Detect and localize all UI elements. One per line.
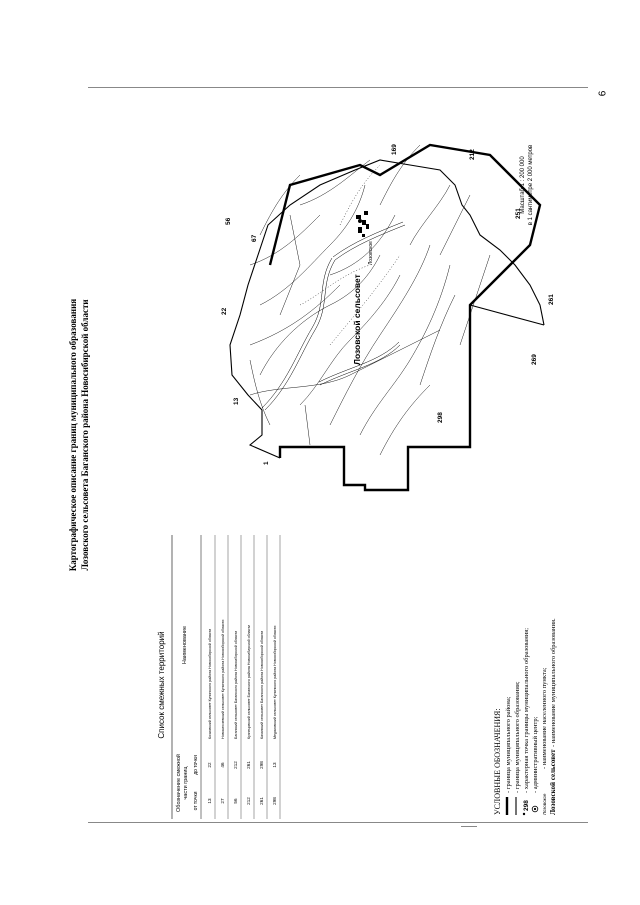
legend-settlement-sample: Лозовское: [542, 793, 547, 815]
table-row: [246, 535, 254, 819]
table-row: [207, 535, 215, 819]
table-cell-from: 27: [220, 798, 225, 804]
table-heading: Список смежных территорий: [157, 631, 166, 739]
scale-line-2: в 1 сантиметре 2 000 метров: [528, 144, 534, 226]
main-road: [262, 222, 405, 410]
point-labels: [221, 144, 555, 465]
table-cell-name: Казанский сельсовет Баганского района Новосибирской области: [260, 630, 264, 739]
table-cell-from: 261: [259, 797, 264, 805]
point-label-261: 261: [548, 294, 555, 305]
table-cell-name: Кузнецовский сельсовет Баганского района Новосибирской области: [247, 624, 251, 739]
table-cell-name: Новоключевский сельсовет Купинского района Новосибирской области: [221, 619, 225, 739]
point-label-269: 269: [531, 354, 538, 365]
point-label-1: 1: [263, 461, 270, 465]
table-cell-to: 22: [207, 762, 212, 768]
table-cell-to: 298: [259, 761, 264, 769]
table-col-from: от точки: [193, 791, 199, 811]
point-label-169: 169: [391, 144, 398, 155]
road-network: [250, 145, 490, 455]
table-cell-to: 13: [272, 762, 277, 768]
title-line-1: Картографическое описание границ муниципального образования: [68, 298, 78, 572]
table-row: [272, 535, 280, 819]
table-cell-from: 298: [272, 797, 277, 805]
table-cell-from: 13: [207, 798, 212, 804]
legend-municipal-desc: - граница муниципального образования;: [514, 681, 521, 793]
table-col-designation-2: части границ: [183, 766, 189, 800]
point-label-22: 22: [221, 307, 228, 315]
legend-point-number: 298: [523, 800, 530, 811]
table-col-designation: Обозначение смежной: [176, 754, 182, 812]
point-label-56: 56: [225, 217, 232, 225]
table-col-name: Наименование: [182, 625, 188, 665]
legend-center-desc: - административный центр;: [532, 716, 539, 793]
scale-line-1: Масштаб 1 : 200 000: [520, 156, 526, 214]
table-cell-name: Медяковский сельсовет Купинского района Новосибирской области: [273, 625, 277, 739]
point-label-298: 298: [437, 412, 444, 423]
legend-name-sample: Лозовской сельсовет: [549, 749, 557, 815]
district-border: [270, 145, 540, 490]
table-cell-name: Баганский сельсовет Баганского района Новосибирской области: [234, 630, 238, 739]
legend-settlement-desc: - наименование населенного пункта;: [541, 667, 548, 769]
table-cell-to: 212: [233, 761, 238, 769]
table-col-to: до точки: [193, 755, 199, 775]
page-number: 6: [597, 90, 609, 97]
point-label-251: 251: [515, 208, 522, 219]
table-cell-name: Кочковский сельсовет Купинского района Новосибирской области: [208, 628, 212, 739]
table-cell-from: 212: [246, 797, 251, 805]
legend-point-desc: - характерная точка границы муниципального образования;: [523, 627, 530, 793]
settlement-label: Лозовское: [368, 241, 374, 265]
legend-center-icon: [532, 806, 538, 812]
municipal-border: [230, 160, 544, 458]
point-label-212: 212: [469, 149, 476, 160]
legend-heading: УСЛОВНЫЕ ОБОЗНАЧЕНИЯ:: [493, 708, 502, 815]
legend-point-dot: [523, 813, 525, 815]
table-cell-to: 261: [246, 761, 251, 769]
table-row: [259, 535, 267, 819]
legend-name-desc: - наименование муниципального образования.: [550, 618, 557, 747]
administrative-center-icon: [358, 219, 362, 223]
legend: [493, 618, 557, 815]
title-line-2: Лозовского сельсовета Баганского района Новосибирской области: [80, 299, 90, 571]
table-row: [233, 535, 241, 819]
neighbors-table: [157, 535, 280, 819]
settlement-lozovskoe: [356, 211, 369, 237]
dotted-lines: [300, 165, 400, 345]
table-row: [220, 535, 228, 819]
point-label-13: 13: [233, 397, 240, 405]
table-cell-to: 46: [220, 762, 225, 768]
table-cell-from: 56: [233, 798, 238, 804]
point-label-67: 67: [251, 234, 258, 242]
legend-district-desc: - граница муниципального района;: [505, 696, 512, 793]
territory-label: Лозовской сельсовет: [352, 274, 362, 365]
map-area: [221, 144, 555, 490]
